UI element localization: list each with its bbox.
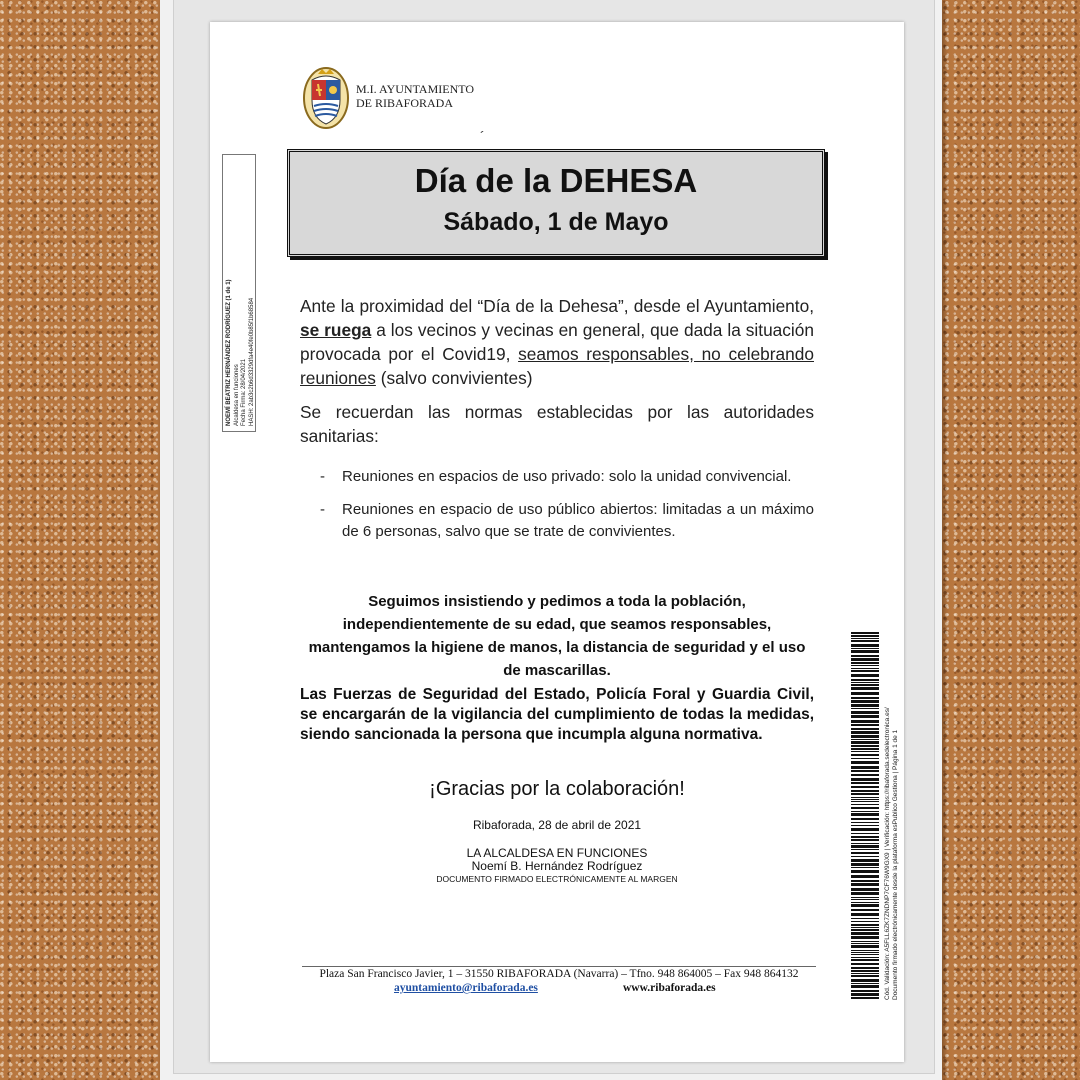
emphasis-se-ruega: se ruega <box>300 320 372 340</box>
footer-divider <box>302 966 816 967</box>
list-dash: - <box>320 468 325 485</box>
footer-email-link[interactable]: ayuntamiento@ribaforada.es <box>394 982 538 994</box>
document-page <box>210 22 904 1062</box>
list-item <box>300 499 814 543</box>
list-item-text: Reuniones en espacio de uso público abiertos: limitadas a un máximo de 6 personas, salvo que se trate de convivientes. <box>342 501 814 540</box>
insist-paragraph: Seguimos insistiendo y pedimos a toda la población, independientemente de su edad, que seamos responsables, mantengamos la higiene de manos, la distancia de seguridad y el uso de mascarillas. <box>308 593 806 679</box>
signature-stamp-text <box>226 156 256 426</box>
signed-note: DOCUMENTO FIRMADO ELECTRÓNICAMENTE AL MARGEN <box>436 874 678 884</box>
org-line-2: DE RIBAFORADA <box>356 96 454 110</box>
barcode-caption-line-2: Documento firmado electrónicamente desde la plataforma esPublico Gestiona | Página 1 de 1 <box>892 729 899 1000</box>
title-box <box>287 149 825 257</box>
signature-block <box>300 847 814 886</box>
footer-address: Plaza San Francisco Javier, 1 – 31550 RIBAFORADA (Navarra) – Tfno. 948 864005 – Fax 948 864132 <box>319 968 799 980</box>
paragraph-normas: Se recuerdan las normas establecidas por las autoridades sanitarias: <box>300 402 814 446</box>
org-line-1: M.I. AYUNTAMIENTO <box>356 82 475 96</box>
emphasis-responsables: seamos responsables, no celebrando reuniones <box>300 344 814 388</box>
list-dash: - <box>320 501 325 518</box>
footer-website: www.ribaforada.es <box>623 982 716 994</box>
coat-of-arms-icon <box>302 66 350 130</box>
validation-barcode <box>849 630 881 1002</box>
stamp-role: Alcaldesa en funciones <box>233 364 240 426</box>
paragraph-intro: Ante la proximidad del “Día de la Dehesa”, desde el Ayuntamiento, se ruega a los vecinos y vecinas en general, que dada la situación provocada por el Covid19, seamos responsables, no celebrando reuniones (salvo convivientes) <box>300 296 814 388</box>
page-title: Día de la DEHESA <box>414 162 698 199</box>
signer-name: Noemí B. Hernández Rodríguez <box>471 859 643 873</box>
thanks-line: ¡Gracias por la colaboración! <box>429 778 685 800</box>
body-text <box>300 294 814 554</box>
stamp-signer: NOEMÍ BEATRIZ HERNÁNDEZ RODRÍGUEZ (1 de 1) <box>226 279 232 426</box>
signer-role: LA ALCALDESA EN FUNCIONES <box>466 846 648 860</box>
page-subtitle: Sábado, 1 de Mayo <box>443 208 669 236</box>
barcode-caption <box>884 630 900 1000</box>
organization-name <box>356 82 474 110</box>
rules-list <box>300 466 814 543</box>
place-date: Ribaforada, 28 de abril de 2021 <box>472 818 642 832</box>
stamp-date: Fecha Firma: 28/04/2021 <box>241 358 247 426</box>
list-item <box>300 466 814 488</box>
stamp-hash: HASH: 2ab3c2b6d3329dfa4e40fe0b85f1b68584 <box>248 297 255 426</box>
fuerzas-paragraph: Las Fuerzas de Seguridad del Estado, Policía Foral y Guardia Civil, se encargarán de la vigilancia del cumplimiento de todas la medidas, siendo sancionada la persona que incumpla alguna normativa. <box>300 686 814 743</box>
barcode-caption-line-1: Cód. Validación: A5FLL6ZK7ZNDNP7CF76W9GX9 | Verificación: https://ribaforada.sedelectronica.es/ <box>884 707 891 1000</box>
list-item-text: Reuniones en espacios de uso privado: solo la unidad convivencial. <box>342 468 792 485</box>
stray-accent-mark: ´ <box>480 128 485 144</box>
